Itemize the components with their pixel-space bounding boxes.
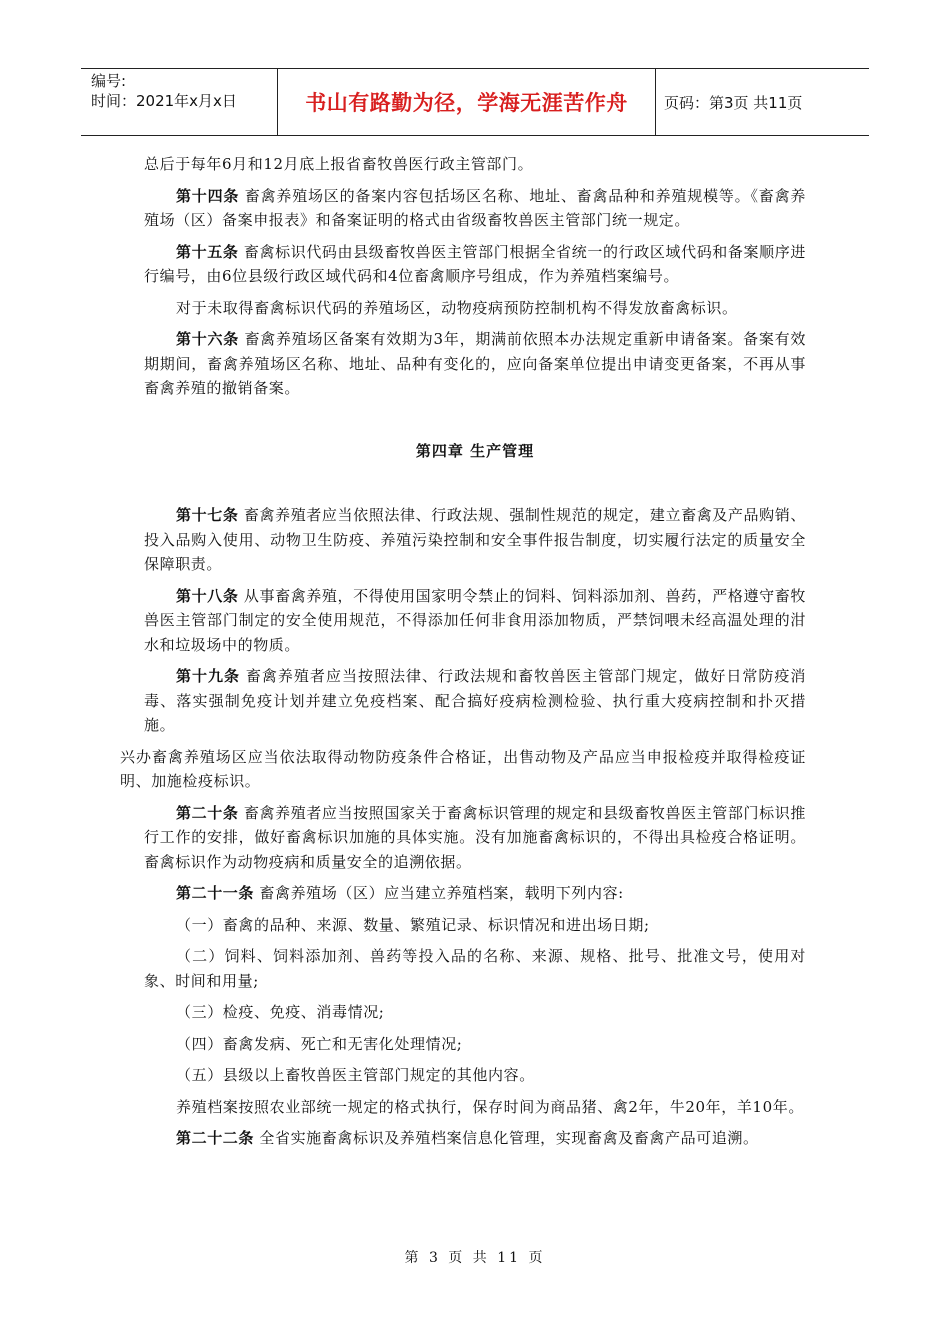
article-paragraph bbox=[144, 503, 806, 577]
date-label: 时间：2021年x月x日 bbox=[91, 92, 237, 110]
paragraph-text: 养殖档案按照农业部统一规定的格式执行，保存时间为商品猪、禽2年，牛20年，羊10年。 bbox=[176, 1097, 804, 1116]
header-page-info: 页码：第3页 共11页 bbox=[664, 93, 803, 112]
article-number: 第十六条 bbox=[176, 330, 240, 348]
paragraph-text: 畜禽养殖场区的备案内容包括场区名称、地址、畜禽品种和养殖规模等。《畜禽养殖场（区）备案申报表》和备案证明的格式由省级畜牧兽医主管部门统一规定。 bbox=[144, 186, 806, 229]
paragraph-text: 从事畜禽养殖，不得使用国家明令禁止的饲料、饲料添加剂、兽药，严格遵守畜牧兽医主管部门制定的安全使用规范，不得添加任何非食用添加物质，严禁饲喂未经高温处理的泔水和垃圾场中的物质。 bbox=[144, 586, 806, 654]
paragraph-text: 畜禽标识代码由县级畜牧兽医主管部门根据全省统一的行政区域代码和备案顺序进行编号，由6位县级行政区域代码和4位畜禽顺序号组成，作为养殖档案编号。 bbox=[144, 242, 806, 285]
body-paragraph bbox=[144, 1000, 806, 1025]
body-paragraph bbox=[144, 913, 806, 938]
article-paragraph bbox=[144, 1126, 806, 1151]
paragraph-text: 畜禽养殖场区备案有效期为3年，期满前依照本办法规定重新申请备案。备案有效期期间，畜禽养殖场区名称、地址、品种有变化的，应向备案单位提出申请变更备案，不再从事畜禽养殖的撤销备案。 bbox=[144, 330, 807, 397]
chapter-heading: 第四章 生产管理 bbox=[415, 441, 535, 460]
paragraph-text: 对于未取得畜禽标识代码的养殖场区，动物疫病预防控制机构不得发放畜禽标识。 bbox=[176, 298, 738, 317]
article-paragraph bbox=[144, 801, 806, 875]
body-paragraph bbox=[144, 296, 806, 321]
article-number: 第二十二条 bbox=[176, 1129, 255, 1147]
paragraph-text: 全省实施畜禽标识及养殖档案信息化管理，实现畜禽及畜禽产品可追溯。 bbox=[254, 1129, 759, 1147]
serial-number-label: 编号: bbox=[91, 72, 127, 90]
body-paragraph bbox=[144, 1095, 806, 1120]
header-meta bbox=[81, 69, 278, 135]
article-number: 第二十条 bbox=[176, 803, 239, 822]
article-number: 第十八条 bbox=[176, 586, 239, 605]
paragraph-text: 畜禽养殖者应当按照国家关于畜禽标识管理的规定和县级畜牧兽医主管部门标识推行工作的安排，做好畜禽标识加施的具体实施。没有加施畜禽标识的，不得出具检疫合格证明。畜禽标识作为动物疫病和质量安全的追溯依据。 bbox=[144, 803, 806, 871]
header-motto: 书山有路勤为径，学海无涯苦作舟 bbox=[278, 69, 656, 135]
paragraph-text: （二）饲料、饲料添加剂、兽药等投入品的名称、来源、规格、批号、批准文号，使用对象、时间和用量; bbox=[144, 947, 806, 990]
article-paragraph bbox=[144, 327, 806, 401]
paragraph-text: （四）畜禽发病、死亡和无害化处理情况; bbox=[176, 1034, 463, 1053]
paragraph-text: （一）畜禽的品种、来源、数量、繁殖记录、标识情况和进出场日期; bbox=[176, 915, 650, 934]
paragraph-text: 畜禽养殖场（区）应当建立养殖档案，载明下列内容: bbox=[254, 884, 624, 902]
body-paragraph bbox=[144, 152, 806, 177]
paragraph-text: 兴办畜禽养殖场区应当依法取得动物防疫条件合格证，出售动物及产品应当申报检疫并取得检疫证明、加施检疫标识。 bbox=[120, 747, 806, 790]
body-paragraph bbox=[144, 1063, 806, 1088]
body-paragraph bbox=[120, 745, 806, 794]
article-paragraph bbox=[144, 240, 806, 289]
paragraph-text: 畜禽养殖者应当按照法律、行政法规和畜牧兽医主管部门规定，做好日常防疫消毒、落实强制免疫计划并建立免疫档案、配合搞好疫病检测检验、执行重大疫病控制和扑灭措施。 bbox=[144, 667, 807, 734]
document-header bbox=[81, 68, 869, 136]
article-number: 第十四条 bbox=[176, 186, 240, 205]
article-paragraph bbox=[144, 584, 806, 658]
body-paragraph bbox=[144, 944, 806, 993]
article-paragraph bbox=[144, 184, 806, 233]
body-paragraph bbox=[144, 1032, 806, 1057]
article-number: 第十七条 bbox=[176, 506, 239, 524]
article-number: 第十五条 bbox=[176, 242, 239, 261]
document-body bbox=[120, 152, 807, 1158]
paragraph-text: （三）检疫、免疫、消毒情况; bbox=[176, 1003, 385, 1021]
page-footer: 第 3 页 共 11 页 bbox=[404, 1250, 546, 1266]
article-number: 第十九条 bbox=[176, 667, 241, 685]
article-number: 第二十一条 bbox=[176, 884, 255, 902]
paragraph-text: （五）县级以上畜牧兽医主管部门规定的其他内容。 bbox=[176, 1066, 535, 1084]
article-paragraph bbox=[144, 664, 806, 738]
paragraph-text: 畜禽养殖者应当依照法律、行政法规、强制性规范的规定，建立畜禽及产品购销、投入品购入使用、动物卫生防疫、养殖污染控制和安全事件报告制度，切实履行法定的质量安全保障职责。 bbox=[144, 506, 806, 573]
paragraph-text: 总后于每年6月和12月底上报省畜牧兽医行政主管部门。 bbox=[144, 155, 534, 173]
article-paragraph bbox=[144, 881, 806, 906]
